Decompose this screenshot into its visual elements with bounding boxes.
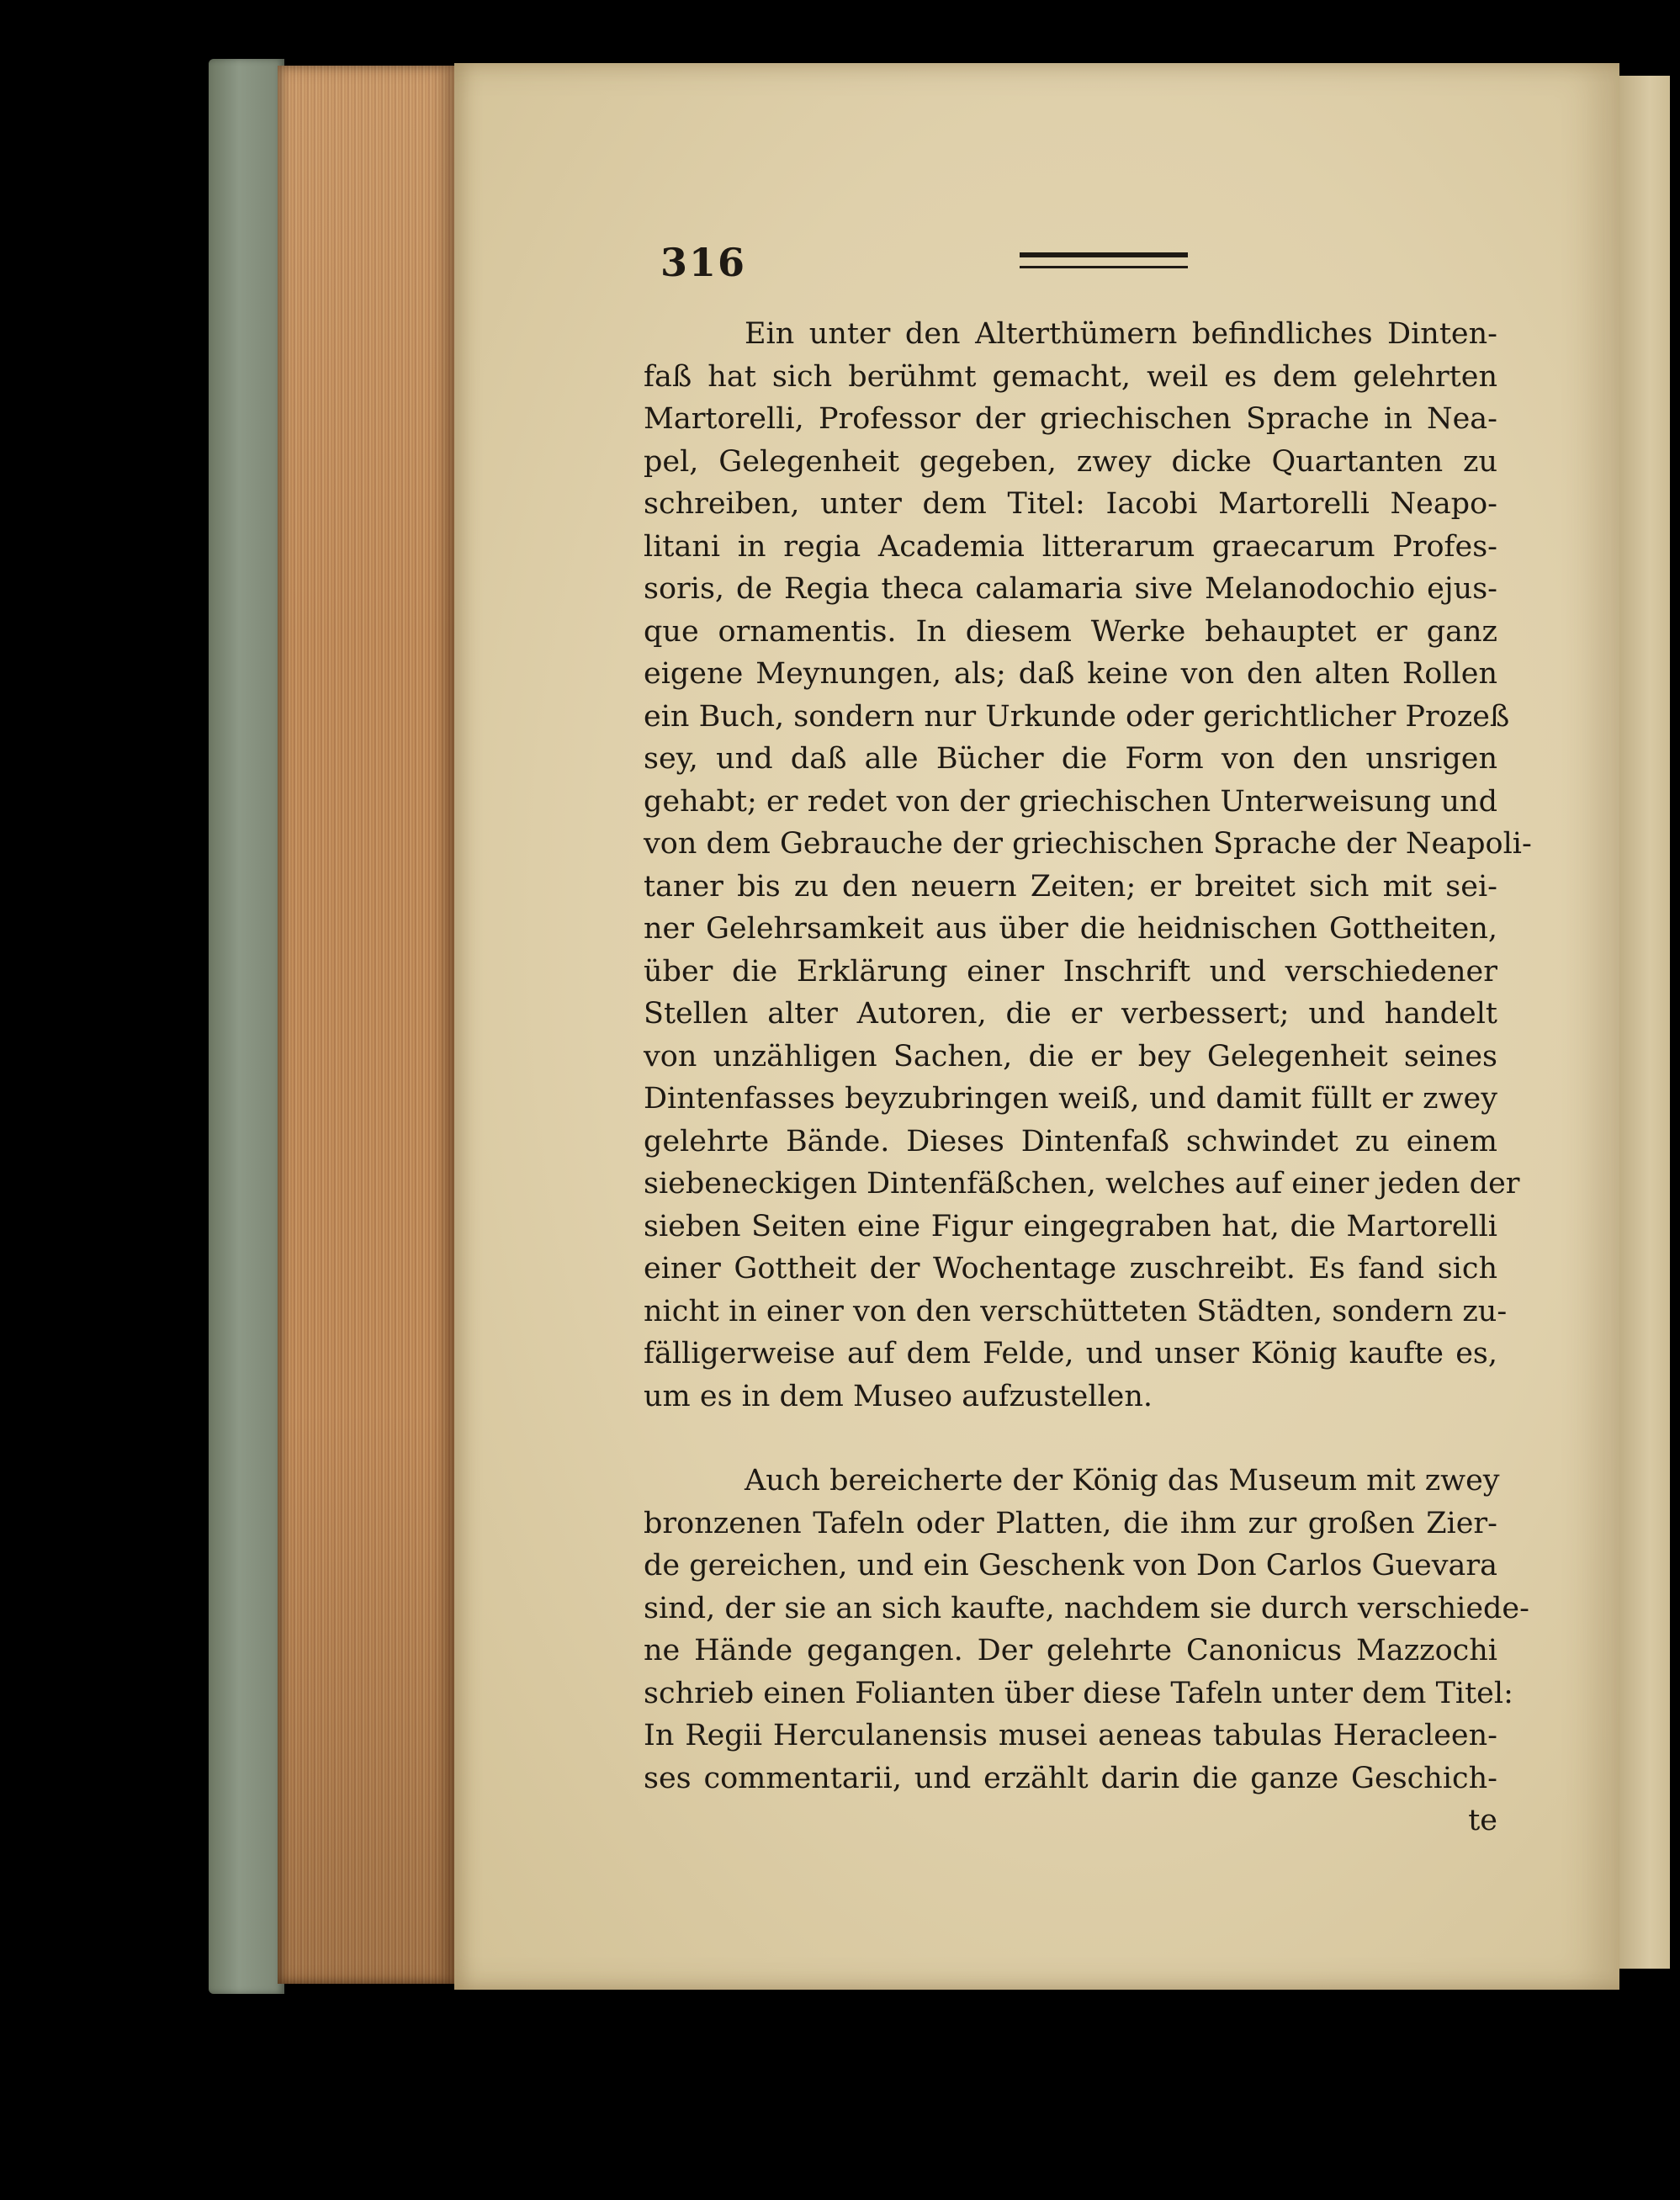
text-line: sind, der sie an sich kaufte, nachdem sie durch verschiede- bbox=[644, 1591, 1529, 1625]
text-line: litani in regia Academia litterarum graecarum Profes- bbox=[644, 529, 1497, 564]
text-line: fälligerweise auf dem Felde, und unser König kaufte es, bbox=[644, 1337, 1497, 1370]
text-line: nicht in einer von den verschütteten Städten, sondern zu- bbox=[644, 1294, 1508, 1328]
text-line: eigene Meynungen, als; daß keine von den alten Rollen bbox=[644, 657, 1497, 691]
text-line: bronzenen Tafeln oder Platten, die ihm zur großen Zier- bbox=[644, 1506, 1497, 1540]
text-line: Stellen alter Autoren, die er verbessert; und handelt bbox=[644, 997, 1497, 1031]
text-line: ne Hände gegangen. Der gelehrte Canonicus Mazzochi bbox=[644, 1634, 1497, 1667]
text-line: de gereichen, und ein Geschenk von Don Carlos Guevara bbox=[644, 1549, 1497, 1582]
text-line: soris, de Regia theca calamaria sive Melanodochio ejus- bbox=[644, 572, 1497, 606]
text-line: taner bis zu den neuern Zeiten; er breitet sich mit sei- bbox=[644, 869, 1497, 904]
text-line: Ein unter den Alterthümern befindliches Dinten- bbox=[745, 317, 1497, 351]
text-line: ses commentarii, und erzählt darin die ganze Geschich- bbox=[644, 1761, 1497, 1795]
text-line: schreiben, unter dem Titel: Iacobi Martorelli Neapo- bbox=[644, 487, 1497, 521]
paragraph-1 bbox=[644, 313, 1532, 1418]
paragraph-2 bbox=[644, 1460, 1529, 1800]
paragraph-gap bbox=[644, 1418, 1497, 1460]
text-line: sey, und daß alle Bücher die Form von den unsrigen bbox=[644, 742, 1497, 776]
text-line: In Regii Herculanensis musei aeneas tabulas Heracleen- bbox=[644, 1719, 1497, 1752]
text-line: Martorelli, Professor der griechischen Sprache in Nea- bbox=[644, 402, 1497, 436]
catchword: te bbox=[1468, 1804, 1497, 1837]
text-line: que ornamentis. In diesem Werke behauptet er ganz bbox=[644, 614, 1497, 649]
page-edges bbox=[278, 66, 454, 1984]
page-number: 316 bbox=[660, 240, 747, 285]
text-line: gehabt; er redet von der griechischen Unterweisung und bbox=[644, 784, 1497, 819]
text-line: schrieb einen Folianten über diese Tafeln unter dem Titel: bbox=[644, 1676, 1513, 1710]
text-line: sieben Seiten eine Figur eingegraben hat, die Martorelli bbox=[644, 1209, 1497, 1243]
header-rule bbox=[1020, 252, 1188, 268]
facing-page-edge bbox=[1619, 76, 1670, 1969]
text-line: ein Buch, sondern nur Urkunde oder gerichtlicher Prozeß bbox=[644, 699, 1510, 734]
text-line: einer Gottheit der Wochentage zuschreibt. Es fand sich bbox=[644, 1252, 1497, 1286]
text-line: von dem Gebrauche der griechischen Sprache der Neapoli- bbox=[644, 827, 1532, 861]
text-line: faß hat sich berühmt gemacht, weil es dem gelehrten bbox=[644, 359, 1497, 394]
text-line: ner Gelehrsamkeit aus über die heidnischen Gottheiten, bbox=[644, 912, 1497, 946]
text-line: Dintenfasses beyzubringen weiß, und damit füllt er zwey bbox=[644, 1082, 1497, 1116]
text-line: über die Erklärung einer Inschrift und verschiedener bbox=[644, 954, 1497, 989]
text-line: um es in dem Museo aufzustellen. bbox=[644, 1379, 1153, 1413]
page-text bbox=[644, 313, 1532, 1842]
book-cover-spine bbox=[209, 59, 284, 1994]
text-line: siebeneckigen Dintenfäßchen, welches auf einer jeden der bbox=[644, 1167, 1520, 1201]
text-line: gelehrte Bände. Dieses Dintenfaß schwindet zu einem bbox=[644, 1124, 1497, 1158]
text-line: Auch bereicherte der König das Museum mit zwey bbox=[745, 1464, 1500, 1498]
text-line: von unzähligen Sachen, die er bey Gelegenheit seines bbox=[644, 1039, 1497, 1073]
text-line: pel, Gelegenheit gegeben, zwey dicke Quartanten zu bbox=[644, 444, 1497, 479]
